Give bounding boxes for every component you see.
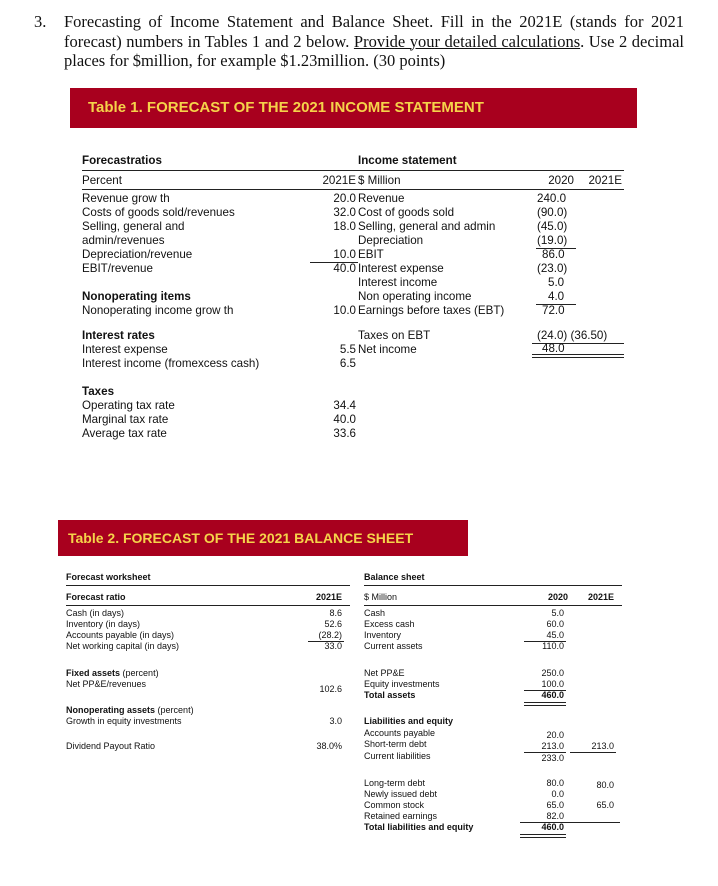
t2-left-row-label: Accounts payable (in days) bbox=[66, 630, 175, 640]
t1-left-row-value: 18.0 bbox=[333, 220, 356, 233]
t1-left-row-value: 20.0 bbox=[333, 192, 356, 205]
t1-left-rule-top bbox=[82, 170, 360, 171]
t1-net-label: Net income bbox=[358, 343, 417, 356]
t1-rule-net-double bbox=[532, 354, 624, 358]
t1-right-row-label: Selling, general and admin bbox=[358, 220, 496, 233]
t2-liab-label: Accounts payable bbox=[364, 728, 436, 738]
t2-nonop-label: Growth in equity investments bbox=[66, 716, 182, 726]
t2-pp-label: Net PP&E bbox=[364, 668, 405, 678]
t1-right-row-value: (90.0) bbox=[537, 206, 568, 219]
t2-pp-value: 460.0 bbox=[541, 690, 564, 700]
t2-lt-value-2020: 80.0 bbox=[546, 778, 564, 788]
t2-nonop-value: 3.0 bbox=[329, 716, 342, 726]
t1-left-rule-head bbox=[82, 189, 360, 190]
t2-liab-label: Current liabilities bbox=[364, 751, 431, 761]
t1-interest-value: 5.5 bbox=[339, 343, 356, 356]
t2-left-rule-head bbox=[66, 605, 350, 606]
t1-left-row-label: Selling, general and bbox=[82, 220, 185, 233]
t2-left-section-title: Forecast worksheet bbox=[66, 572, 151, 582]
t2-rule-total-le-double bbox=[520, 834, 566, 838]
t1-right-row-value: (45.0) bbox=[537, 220, 568, 233]
t1-interest-value: 6.5 bbox=[339, 357, 356, 370]
t1-interest-label: Interest expense bbox=[82, 343, 168, 356]
t2-assets-label: Inventory bbox=[364, 630, 402, 640]
t2-liab-title: Liabilities and equity bbox=[364, 716, 454, 726]
t1-left-row-label: EBIT/revenue bbox=[82, 262, 153, 275]
t1-left-section-title: Forecastratios bbox=[82, 154, 162, 167]
t2-left-row-label: Inventory (in days) bbox=[66, 619, 141, 629]
question-text-after: . Use 2 decimal places for $million, for example $1.23million. (30 points) bbox=[64, 31, 684, 70]
t2-lt-label: Common stock bbox=[364, 800, 425, 810]
t2-lt-value-2021: 65.0 bbox=[596, 800, 614, 810]
t2-pp-label: Total assets bbox=[364, 690, 416, 700]
t2-liab-label: Short-term debt bbox=[364, 739, 427, 749]
t2-pp-value: 100.0 bbox=[541, 679, 564, 689]
t2-nonop-title-bold: Nonoperating assets bbox=[66, 705, 156, 715]
t1-left-row-value: 32.0 bbox=[333, 206, 356, 219]
t2-left-row-label: Net working capital (in days) bbox=[66, 641, 180, 651]
t2-dividend-value: 38.0% bbox=[316, 741, 342, 751]
t2-fixed-value: 102.6 bbox=[319, 684, 342, 694]
t1-right-row-value: (19.0) bbox=[537, 234, 568, 247]
t2-assets-label: Current assets bbox=[364, 641, 423, 651]
t1-taxes-label: Marginal tax rate bbox=[82, 413, 169, 426]
question-text-before: Forecasting of Income Statement and Balance Sheet. Fill in the 2021E (stands for 2021 forecast) numbers in Tables 1 and 2 below. bbox=[64, 12, 684, 51]
t1-right-row-label: Cost of goods sold bbox=[358, 206, 455, 219]
t2-rule-current-liab-2021 bbox=[570, 752, 616, 753]
t2-right-rule-top bbox=[364, 585, 622, 586]
t2-assets-label: Cash bbox=[364, 608, 386, 618]
t1-right-col-2021: 2021E bbox=[588, 174, 622, 187]
t2-assets-value: 110.0 bbox=[542, 641, 564, 651]
t2-fixed-label: Net PP&E/revenues bbox=[66, 679, 147, 689]
t2-left-rule-top bbox=[66, 585, 350, 586]
t1-right-row-label: Revenue bbox=[358, 192, 405, 205]
t2-lt-value-2020: 460.0 bbox=[541, 822, 564, 832]
table2-title: Table 2. FORECAST OF THE 2021 BALANCE SHEET bbox=[58, 520, 468, 556]
question-number: 3. bbox=[34, 12, 47, 31]
t1-right-rule-head bbox=[358, 189, 624, 190]
t1-net-value: 48.0 bbox=[542, 342, 565, 355]
t1-left-row-label: Revenue grow th bbox=[82, 192, 170, 205]
t2-rule-total-assets-double bbox=[524, 702, 566, 706]
t2-liab-value-2021: 213.0 bbox=[591, 741, 614, 751]
t2-left-row-value: 33.0 bbox=[324, 641, 342, 651]
t2-assets-value: 5.0 bbox=[551, 608, 564, 618]
t2-dividend-label: Dividend Payout Ratio bbox=[66, 741, 156, 751]
t1-tax-value: (24.0) (36.50) bbox=[537, 329, 608, 342]
t2-assets-value: 45.0 bbox=[546, 630, 564, 640]
t2-lt-label: Retained earnings bbox=[364, 811, 438, 821]
t1-left-col-label: Percent bbox=[82, 174, 122, 187]
t2-right-section-title: Balance sheet bbox=[364, 572, 425, 582]
t2-fixed-title-bold: Fixed assets bbox=[66, 668, 121, 678]
t2-liab-value-2020: 233.0 bbox=[541, 753, 564, 763]
t2-left-row-value: 8.6 bbox=[329, 608, 342, 618]
t1-taxes-value: 33.6 bbox=[333, 427, 356, 440]
t1-taxes-value: 34.4 bbox=[333, 399, 356, 412]
t1-taxes-value: 40.0 bbox=[333, 413, 356, 426]
t1-interest-label: Interest income (fromexcess cash) bbox=[82, 357, 260, 370]
question-text bbox=[64, 12, 684, 71]
t1-taxes-label: Average tax rate bbox=[82, 427, 167, 440]
t1-taxes-title: Taxes bbox=[82, 385, 115, 398]
t2-assets-value: 60.0 bbox=[546, 619, 564, 629]
t2-right-col-label: $ Million bbox=[364, 592, 398, 602]
question-text-underlined: Provide your detailed calculations bbox=[353, 31, 581, 51]
t1-left-row-label: Costs of goods sold/revenues bbox=[82, 206, 235, 219]
t2-pp-value: 250.0 bbox=[541, 668, 564, 678]
t2-lt-label: Newly issued debt bbox=[364, 789, 438, 799]
t1-right-section-title: Income statement bbox=[358, 154, 457, 167]
t1-left-row-value: 40.0 bbox=[333, 262, 356, 275]
t1-right-row-value: 72.0 bbox=[542, 304, 565, 317]
t1-taxes-label: Operating tax rate bbox=[82, 399, 175, 412]
t1-right-rule-top bbox=[358, 170, 624, 171]
t1-right-row-value: 5.0 bbox=[548, 276, 565, 289]
t2-right-col-2020: 2020 bbox=[547, 592, 568, 602]
t1-tax-label: Taxes on EBT bbox=[358, 329, 431, 342]
t1-right-row-label: Interest expense bbox=[358, 262, 444, 275]
t1-left-col-year: 2021E bbox=[322, 174, 356, 187]
t1-right-row-value: 4.0 bbox=[548, 290, 565, 303]
t1-right-row-value: 86.0 bbox=[542, 248, 565, 261]
t2-fixed-title-suffix: (percent) bbox=[122, 668, 159, 678]
t2-lt-label: Total liabilities and equity bbox=[364, 822, 474, 832]
t1-left-row-label: Depreciation/revenue bbox=[82, 248, 193, 261]
t1-right-col-2020: 2020 bbox=[548, 174, 574, 187]
t2-left-col-label: Forecast ratio bbox=[66, 592, 126, 602]
t2-lt-value-2020: 0.0 bbox=[551, 789, 564, 799]
t2-lt-value-2020: 82.0 bbox=[546, 811, 564, 821]
table1-title: Table 1. FORECAST OF THE 2021 INCOME STATEMENT bbox=[70, 88, 637, 128]
t1-right-row-value: (23.0) bbox=[537, 262, 568, 275]
t2-assets-label: Excess cash bbox=[364, 619, 415, 629]
t1-nonop-label: Nonoperating income grow th bbox=[82, 304, 234, 317]
t2-right-col-2021: 2021E bbox=[587, 592, 614, 602]
t1-right-row-value: 240.0 bbox=[537, 192, 567, 205]
t1-left-row-value: 10.0 bbox=[333, 248, 356, 261]
t1-right-row-label: Interest income bbox=[358, 276, 438, 289]
t2-fixed-title bbox=[66, 668, 159, 678]
t2-left-row-value: (28.2) bbox=[318, 630, 342, 640]
t2-left-row-label: Cash (in days) bbox=[66, 608, 125, 618]
t2-left-col-year: 2021E bbox=[315, 592, 342, 602]
t1-right-row-label: Non operating income bbox=[358, 290, 472, 303]
t2-lt-value-2021: 80.0 bbox=[596, 780, 614, 790]
t1-right-col-label: $ Million bbox=[358, 174, 401, 187]
t2-lt-label: Long-term debt bbox=[364, 778, 426, 788]
t1-interest-title: Interest rates bbox=[82, 329, 155, 342]
t1-nonop-title: Nonoperating items bbox=[82, 290, 191, 303]
t2-lt-value-2020: 65.0 bbox=[546, 800, 564, 810]
t2-nonop-title-suffix: (percent) bbox=[157, 705, 194, 715]
t2-left-row-value: 52.6 bbox=[324, 619, 342, 629]
t1-right-row-label: Earnings before taxes (EBT) bbox=[358, 304, 505, 317]
t1-nonop-value: 10.0 bbox=[333, 304, 356, 317]
t1-right-row-label: EBIT bbox=[358, 248, 384, 261]
t2-liab-value-2020: 20.0 bbox=[546, 730, 564, 740]
t1-right-row-label: Depreciation bbox=[358, 234, 424, 247]
t2-nonop-title bbox=[66, 705, 194, 715]
t2-pp-label: Equity investments bbox=[364, 679, 440, 689]
t2-liab-value-2020: 213.0 bbox=[541, 741, 564, 751]
t2-right-rule-head bbox=[364, 605, 622, 606]
t1-left-row-label: admin/revenues bbox=[82, 234, 165, 247]
